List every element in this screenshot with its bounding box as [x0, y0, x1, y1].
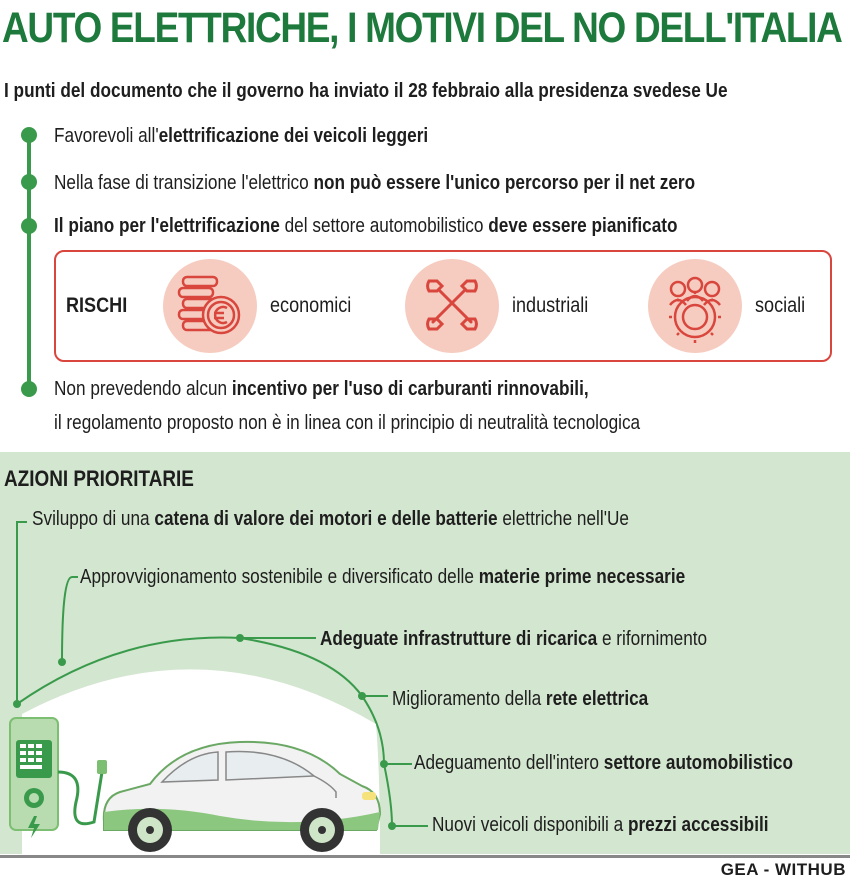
bullet-item-continuation: il regolamento proposto non è in linea con il principio di neutralità tecnologica [54, 412, 641, 434]
bullet-item: Non prevedendo alcun incentivo per l'uso di carburanti rinnovabili, [54, 378, 589, 400]
page-title: AUTO ELETTRICHE, I MOTIVI DEL NO DELL'ITALIA [2, 4, 842, 52]
page-subtitle: I punti del documento che il governo ha inviato il 28 febbraio alla presidenza svedese Ue [4, 80, 728, 102]
source-credit: GEA - WITHUB [720, 860, 846, 879]
risk-social-label: sociali [755, 294, 806, 317]
crossed-wrenches-icon [405, 259, 499, 353]
bullet-dot [21, 174, 37, 190]
action-item: Adeguate infrastrutture di ricarica e rifornimento [320, 628, 708, 650]
charging-station-icon [4, 712, 114, 852]
footer-divider [0, 855, 850, 858]
bullet-item: Il piano per l'elettrificazione del settore automobilistico deve essere pianificato [54, 215, 678, 237]
action-item: Sviluppo di una catena di valore dei motori e delle batterie elettriche nell'Ue [32, 508, 629, 530]
risk-economic-label: economici [270, 294, 352, 317]
risk-industrial-label: industriali [512, 294, 589, 317]
bullet-dot [21, 381, 37, 397]
people-gear-icon [648, 259, 742, 353]
bullet-connector-line [27, 133, 31, 391]
electric-car-illustration [100, 734, 390, 856]
bullet-item: Nella fase di transizione l'elettrico non può essere l'unico percorso per il net zero [54, 172, 696, 194]
risks-label: RISCHI [66, 294, 128, 317]
bullet-item: Favorevoli all'elettrificazione dei veicoli leggeri [54, 125, 429, 147]
action-item: Miglioramento della rete elettrica [392, 688, 649, 710]
bullet-dot [21, 218, 37, 234]
coins-euro-icon [163, 259, 257, 353]
bullet-dot [21, 127, 37, 143]
priority-actions-title: AZIONI PRIORITARIE [4, 466, 194, 491]
action-item: Adeguamento dell'intero settore automobilistico [414, 752, 793, 774]
action-item: Nuovi veicoli disponibili a prezzi accessibili [432, 814, 769, 836]
action-item: Approvvigionamento sostenibile e diversificato delle materie prime necessarie [80, 566, 686, 588]
